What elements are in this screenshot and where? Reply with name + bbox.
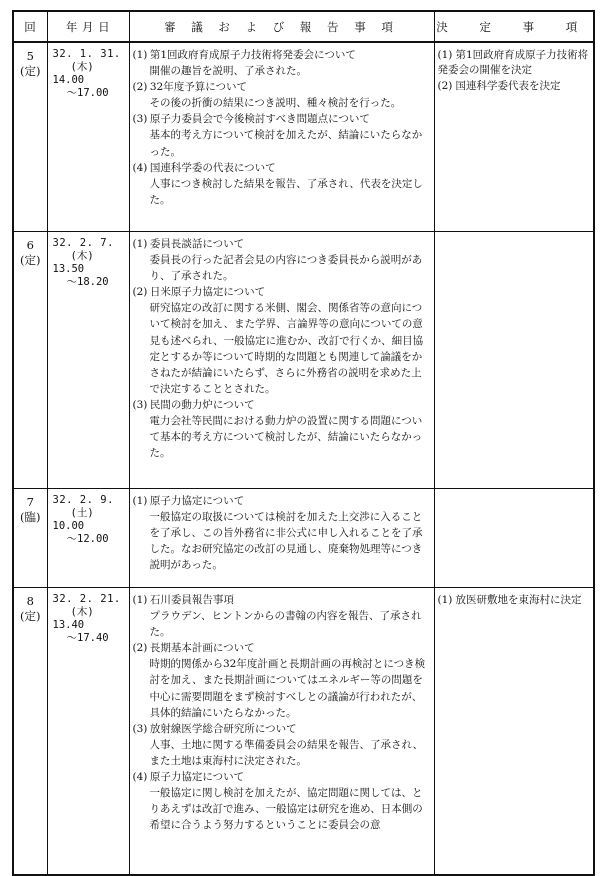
session-weekday: (木) bbox=[70, 606, 94, 618]
decision-cell bbox=[434, 489, 594, 588]
agenda-item-number: (1) bbox=[132, 238, 148, 250]
agenda-item-text: 開催の趣旨を説明、了承された。 bbox=[149, 65, 307, 78]
session-type: (定) bbox=[20, 64, 41, 78]
header-decision-items: 決 定 事 項 bbox=[434, 11, 594, 42]
session-time-end: ～18.20 bbox=[66, 276, 109, 288]
agenda-item-text: その後の折衝の結果につき説明、種々検討を行った。 bbox=[149, 97, 402, 110]
session-row bbox=[13, 42, 594, 232]
agenda-item bbox=[133, 769, 430, 833]
agenda-item bbox=[133, 493, 430, 573]
agenda-item bbox=[133, 160, 430, 208]
session-number-cell bbox=[13, 42, 47, 232]
agenda-item-title: 原子力協定について bbox=[149, 771, 245, 784]
minutes-table bbox=[12, 10, 595, 876]
session-date: 32. 2. 21. bbox=[52, 593, 121, 605]
session-number-cell bbox=[13, 489, 47, 588]
agenda-item-title: 石川委員報告事項 bbox=[149, 594, 234, 606]
agenda-item bbox=[133, 721, 430, 769]
agenda-item-title: 原子力委員会で今後検討すべき問題点について bbox=[149, 113, 370, 126]
session-number: 8 bbox=[26, 594, 34, 608]
agenda-item-text: 委員長の行った記者会見の内容につき委員長から説明があり、了承された。 bbox=[149, 254, 423, 283]
decision-item bbox=[438, 48, 590, 79]
agenda-item-number: (1) bbox=[132, 49, 148, 61]
agenda-item-number: (3) bbox=[132, 722, 148, 735]
decision-number: (1) bbox=[437, 594, 453, 606]
agenda-item-number: (4) bbox=[132, 161, 148, 174]
agenda-item bbox=[133, 79, 430, 111]
agenda-item-title: 第1回政府育成原子力技術将発委会について bbox=[149, 49, 356, 61]
agenda-item-text: 基本的考え方について検討を加えたが、結論にいたらなかった。 bbox=[149, 129, 423, 158]
agenda-item-text: 人事、土地に関する準備委員会の結果を報告、了承され、また土地は東海村に決定された。 bbox=[149, 738, 424, 767]
agenda-item-title: 長期基本計画について bbox=[149, 642, 255, 655]
agenda-item-number: (1) bbox=[132, 594, 148, 606]
session-time-end: ～17.00 bbox=[66, 87, 109, 99]
agenda-item-number: (1) bbox=[132, 495, 148, 507]
agenda-item bbox=[133, 592, 430, 640]
deliberation-cell bbox=[129, 489, 434, 588]
decision-cell bbox=[434, 42, 594, 232]
decision-number: (2) bbox=[437, 79, 453, 92]
decision-text: 国連科学委代表を決定 bbox=[455, 79, 561, 92]
session-time-start: 10.00 bbox=[52, 520, 85, 532]
session-time-start: 13.50 bbox=[52, 263, 85, 275]
session-weekday: (木) bbox=[70, 61, 94, 73]
session-row bbox=[13, 232, 594, 489]
session-time-start: 14.00 bbox=[52, 74, 85, 86]
deliberation-cell bbox=[129, 42, 434, 232]
header-deliberation-items: 審 議 お よ び 報 告 事 項 bbox=[129, 11, 434, 42]
session-time-end: ～17.40 bbox=[66, 632, 109, 644]
session-weekday: (土) bbox=[70, 507, 94, 519]
agenda-item-title: 放射線医学総合研究所について bbox=[149, 722, 297, 735]
agenda-item-number: (3) bbox=[132, 398, 148, 411]
agenda-item-title: 32年度予算について bbox=[149, 81, 247, 94]
decision-item bbox=[438, 593, 590, 608]
decision-item bbox=[438, 79, 590, 94]
agenda-item-text: 一般協定の取扱については検討を加えた上交渉に入ることを了承し、この旨外務省に非公式に申し入れることを了承した。なお研究協定の改訂の見通し、廃棄物処理等につき説明があった。 bbox=[149, 511, 423, 572]
session-number-cell bbox=[13, 232, 47, 489]
agenda-item-number: (2) bbox=[132, 286, 148, 299]
agenda-item-text: 研究協定の改訂に関する米側、閣会、関係省等の意向について検討を加え、また学界、言論界等の意向についての意見も述べられ、一般協定に進むか、改訂で行くか、細目協定とするか等について時期的な問題とも関連して論議をかさねたが結論にいたらず、さらに外務省の説明を求めた上で決定することとされた。 bbox=[149, 302, 424, 395]
decision-number: (1) bbox=[437, 49, 453, 61]
agenda-item-title: 委員長談話について bbox=[149, 238, 245, 250]
session-date-cell bbox=[47, 232, 129, 489]
session-row bbox=[13, 489, 594, 588]
decision-cell bbox=[434, 588, 594, 876]
agenda-item-text: 電力会社等民間における動力炉の設置に関する問題について基本的考え方について検討したが、結論にいたらなかった。 bbox=[149, 415, 423, 460]
agenda-item-number: (3) bbox=[132, 113, 148, 126]
agenda-item-title: 原子力協定について bbox=[149, 495, 245, 507]
session-date: 32. 1. 31. bbox=[52, 48, 121, 60]
agenda-item-text: 人事につき検討した結果を報告、了承され、代表を決定した。 bbox=[149, 177, 423, 206]
agenda-item bbox=[133, 47, 430, 79]
agenda-item bbox=[133, 284, 430, 397]
agenda-item-title: 日米原子力協定について bbox=[149, 286, 266, 299]
agenda-item-title: 民間の動力炉について bbox=[149, 398, 255, 411]
header-date: 年 月 日 bbox=[47, 11, 129, 42]
agenda-item bbox=[133, 397, 430, 461]
session-date-cell bbox=[47, 489, 129, 588]
session-weekday: (木) bbox=[70, 250, 94, 262]
session-time-end: ～12.00 bbox=[66, 533, 109, 545]
decision-text: 放医研敷地を東海村に決定 bbox=[455, 594, 582, 606]
session-date-cell bbox=[47, 588, 129, 876]
session-type: (定) bbox=[20, 253, 41, 267]
session-number: 5 bbox=[26, 49, 34, 63]
agenda-item-number: (2) bbox=[132, 642, 148, 655]
agenda-item bbox=[133, 236, 430, 284]
header-row bbox=[13, 11, 594, 42]
deliberation-cell bbox=[129, 588, 434, 876]
session-date: 32. 2. 9. bbox=[52, 494, 114, 506]
agenda-item-text: プラウデン、ヒントンからの書翰の内容を報告、了承された。 bbox=[149, 610, 422, 639]
session-type: (臨) bbox=[20, 510, 41, 524]
deliberation-cell bbox=[129, 232, 434, 489]
session-number: 6 bbox=[26, 238, 34, 252]
session-number: 7 bbox=[26, 495, 34, 509]
agenda-item-text: 時期的関係から32年度計画と長期計画の再検討とにつき検討を加え、また長期計画についてはエネルギー等の問題を中心に需要問題をまず検討すべしとの議論が行われたが、具体的結論にいたらなかった。 bbox=[149, 658, 426, 719]
agenda-item bbox=[133, 111, 430, 159]
decision-text: 第1回政府育成原子力技術将発委会の開催を決定 bbox=[437, 49, 589, 77]
session-row bbox=[13, 588, 594, 876]
session-number-cell bbox=[13, 588, 47, 876]
agenda-item-text: 一般協定に関し検討を加えたが、協定問題に関しては、とりあえずは改訂で進み、一般協定は研究を進め、日本側の希望に合うよう努力するということに委員会の意 bbox=[149, 787, 423, 832]
header-session-number: 回 bbox=[13, 11, 47, 42]
session-type: (定) bbox=[20, 609, 41, 623]
agenda-item bbox=[133, 640, 430, 720]
session-time-start: 13.40 bbox=[52, 619, 85, 631]
agenda-item-title: 国連科学委の代表について bbox=[149, 161, 276, 174]
minutes-table-page bbox=[12, 10, 593, 846]
agenda-item-number: (4) bbox=[132, 771, 148, 784]
session-date-cell bbox=[47, 42, 129, 232]
session-date: 32. 2. 7. bbox=[52, 237, 114, 249]
decision-cell bbox=[434, 232, 594, 489]
agenda-item-number: (2) bbox=[132, 81, 148, 94]
